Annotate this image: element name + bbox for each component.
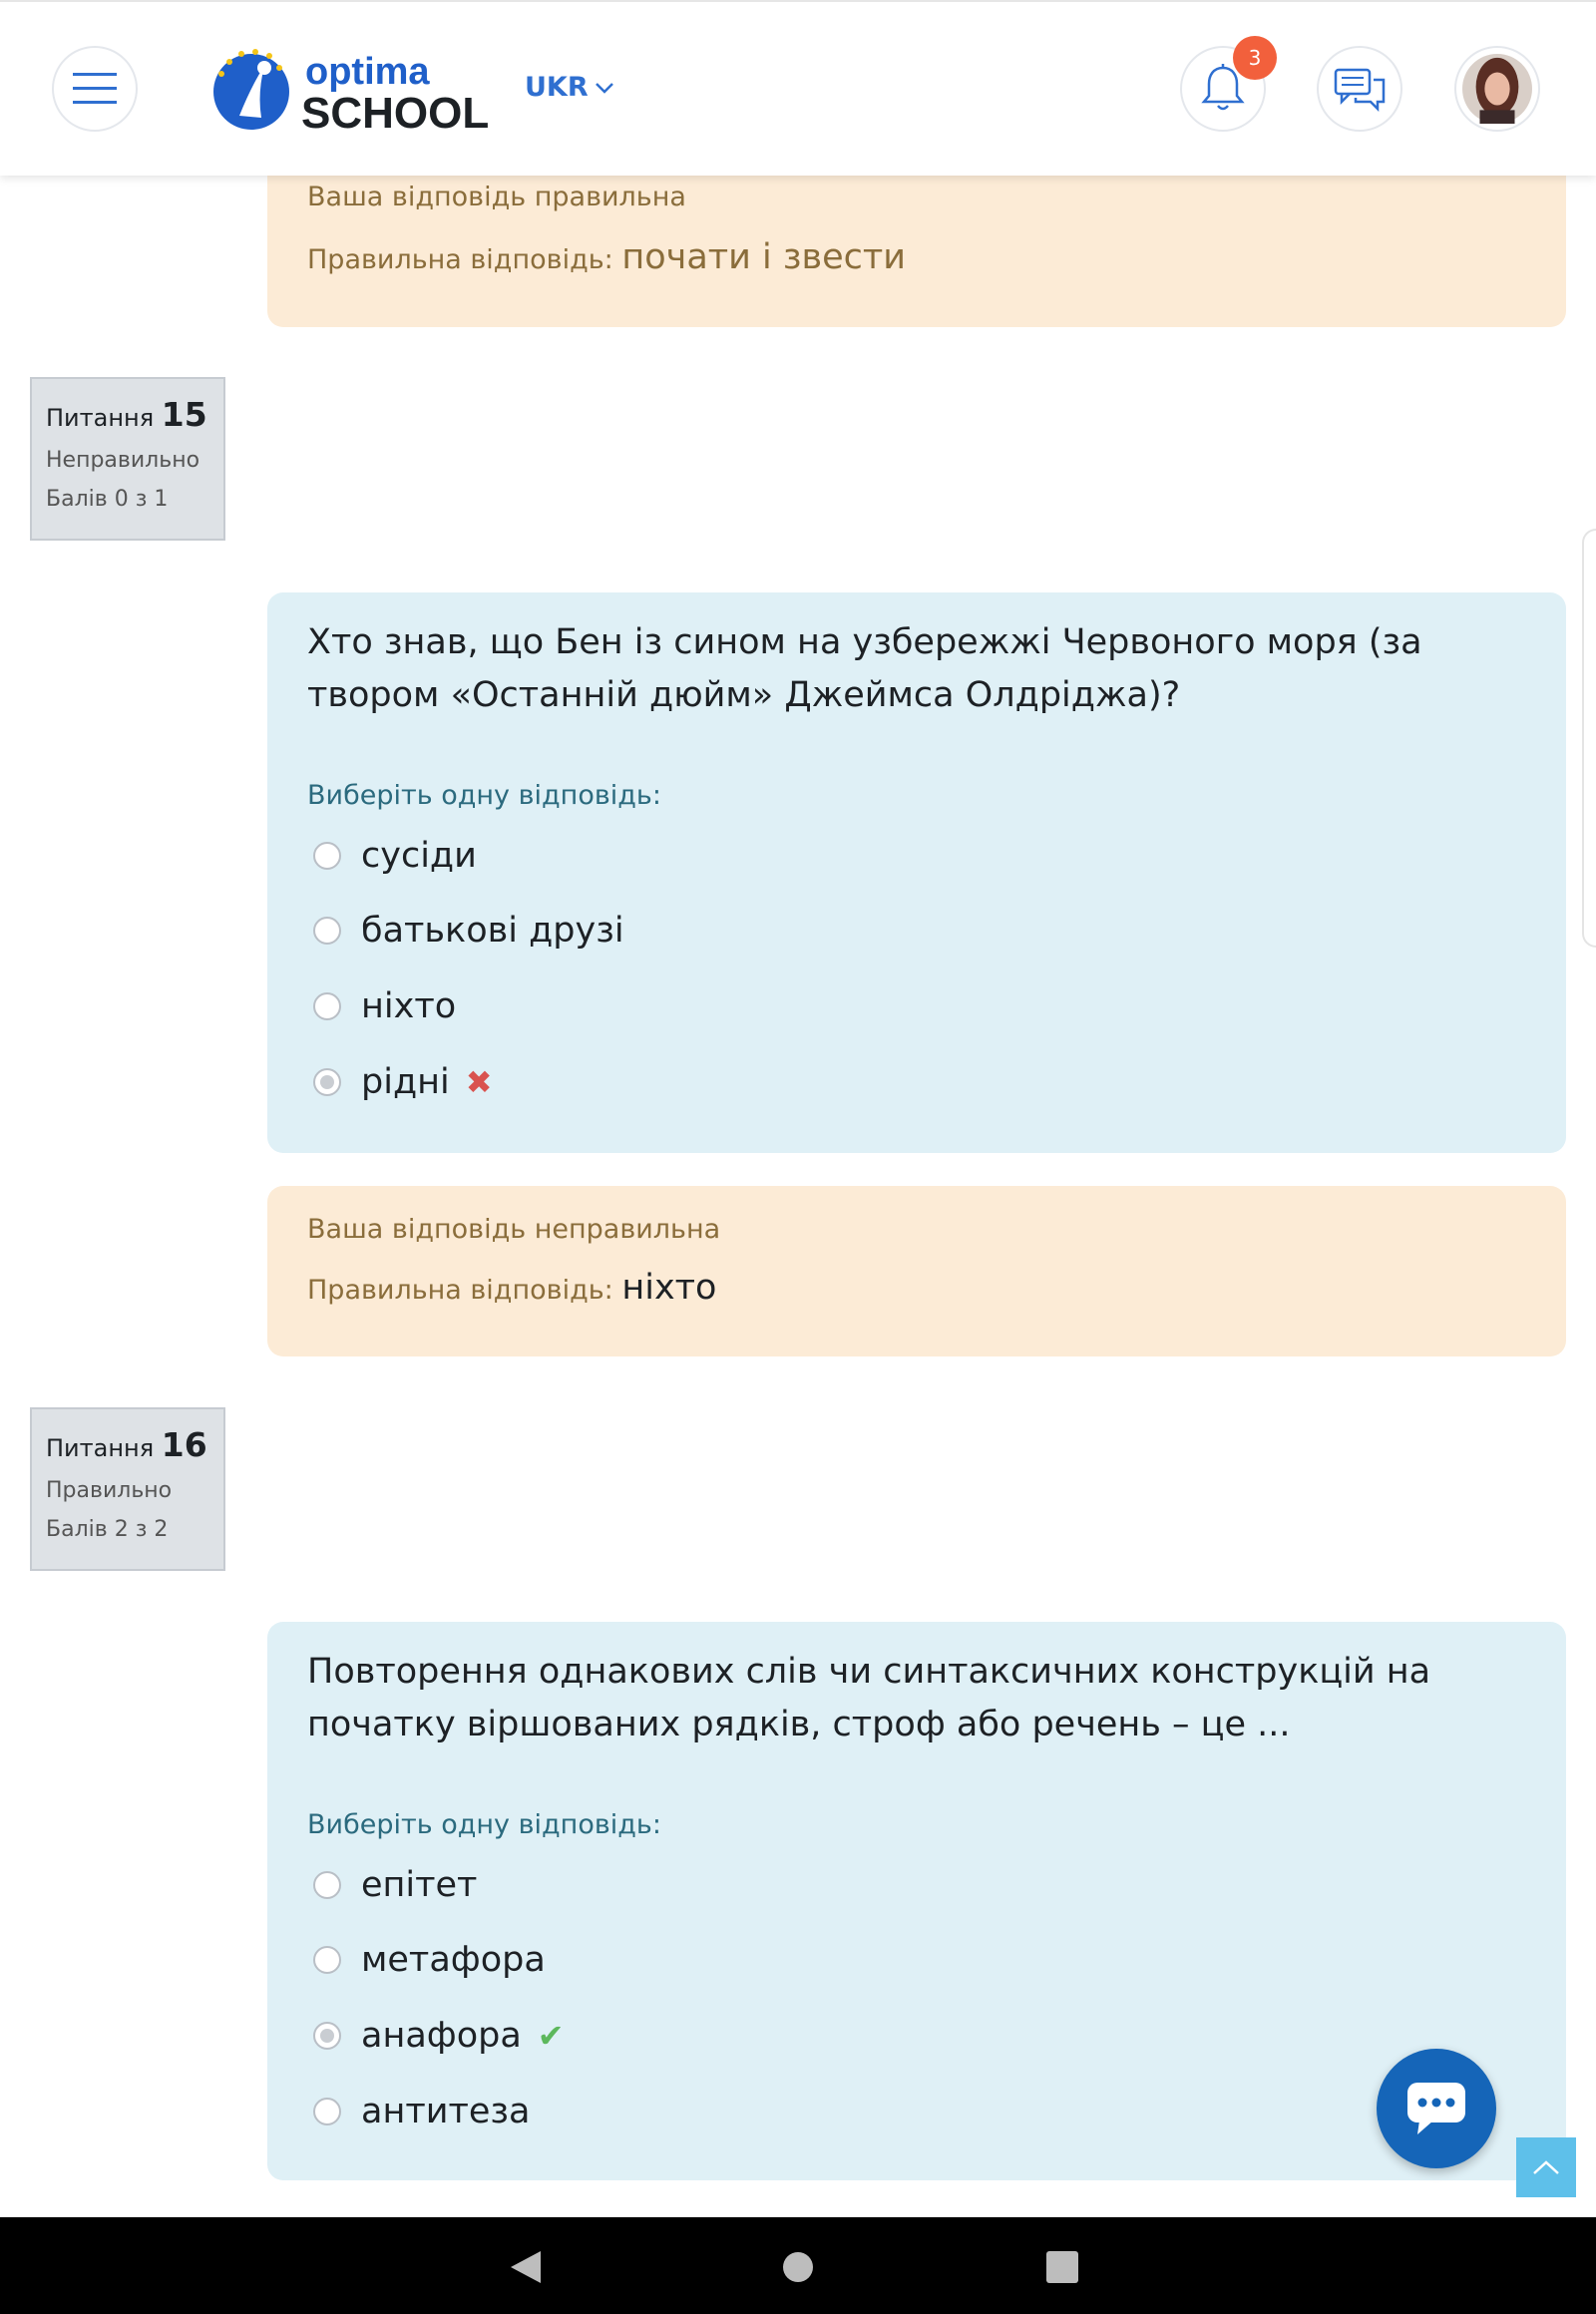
- question-info-16: [30, 1407, 225, 1571]
- question-state: Правильно: [46, 1478, 173, 1503]
- option-label: антитеза: [361, 2092, 531, 2131]
- question-text: Повторення однакових слів чи синтаксичних конструкцій на початку віршованих рядків, строф або речень – це ...: [307, 1652, 1431, 1744]
- option-label: рідні: [361, 1062, 450, 1102]
- language-label: UKR: [525, 72, 589, 103]
- answer-option[interactable]: [313, 826, 477, 886]
- chat-icon: [1334, 66, 1386, 112]
- option-label: сусіди: [361, 836, 477, 876]
- optima-school-logo[interactable]: [209, 46, 489, 134]
- question-info-15: [30, 377, 225, 541]
- answer-option[interactable]: [313, 901, 624, 961]
- radio-button[interactable]: [313, 1946, 341, 1974]
- chat-bubble-icon: [1405, 2081, 1467, 2136]
- question-text: Хто знав, що Бен із сином на узбережжі Червоного моря (за твором «Останній дюйм» Джеймса Олдріджа)?: [307, 622, 1422, 715]
- question-panel-15: [267, 592, 1566, 1153]
- correct-answer-line: [307, 1268, 716, 1308]
- radio-button[interactable]: [313, 1871, 341, 1899]
- radio-button[interactable]: [313, 917, 341, 945]
- correct-check-icon: ✔: [537, 2017, 565, 2055]
- answer-option-selected[interactable]: [313, 2006, 565, 2066]
- chevron-up-icon: [1531, 2158, 1561, 2176]
- answer-option-selected[interactable]: [313, 1052, 493, 1112]
- correct-answer-value: ніхто: [621, 1268, 717, 1308]
- question-number: Питання 15: [46, 395, 207, 434]
- messages-button[interactable]: [1317, 46, 1402, 132]
- back-icon[interactable]: [509, 2249, 543, 2285]
- question-score: Балів 2 з 2: [46, 1517, 169, 1542]
- recents-icon[interactable]: [1046, 2251, 1078, 2283]
- feedback-panel-15: [267, 1186, 1566, 1356]
- menu-icon: [73, 71, 117, 107]
- option-label: батькові друзі: [361, 911, 624, 951]
- top-header: [0, 0, 1596, 176]
- radio-button-checked[interactable]: [313, 1068, 341, 1096]
- svg-text:SCHOOL: SCHOOL: [301, 89, 489, 134]
- choose-prompt: Виберіть одну відповідь:: [307, 1809, 661, 1840]
- chevron-down-icon: [595, 81, 614, 95]
- previous-feedback-panel: [267, 150, 1566, 327]
- svg-text:optima: optima: [305, 51, 430, 93]
- question-panel-16: [267, 1622, 1566, 2180]
- option-label: метафора: [361, 1940, 546, 1980]
- user-avatar-button[interactable]: [1454, 46, 1540, 132]
- avatar: [1462, 53, 1532, 125]
- menu-button[interactable]: [52, 46, 138, 132]
- radio-button[interactable]: [313, 842, 341, 870]
- feedback-status: Ваша відповідь неправильна: [307, 1214, 721, 1245]
- feedback-status: Ваша відповідь правильна: [307, 182, 686, 212]
- correct-answer-line: [307, 237, 906, 277]
- language-selector[interactable]: [525, 72, 614, 103]
- correct-answer-label: Правильна відповідь:: [307, 1275, 613, 1306]
- option-label: ніхто: [361, 986, 457, 1026]
- home-icon[interactable]: [782, 2251, 814, 2283]
- system-navigation-bar: [0, 2217, 1596, 2314]
- question-state: Неправильно: [46, 448, 200, 473]
- support-chat-button[interactable]: [1377, 2049, 1496, 2168]
- scroll-to-top-button[interactable]: [1516, 2137, 1576, 2197]
- answer-option[interactable]: [313, 2082, 530, 2141]
- option-label: епітет: [361, 1865, 478, 1905]
- correct-answer-value: почати і звести: [621, 237, 907, 277]
- notification-count-badge: 3: [1233, 36, 1277, 80]
- correct-answer-label: Правильна відповідь:: [307, 244, 613, 275]
- side-drawer-handle[interactable]: [1582, 529, 1596, 948]
- incorrect-icon: ✖: [465, 1063, 493, 1101]
- option-label: анафора: [361, 2016, 522, 2056]
- answer-option[interactable]: [313, 976, 456, 1036]
- question-number: Питання 16: [46, 1425, 207, 1464]
- answer-option[interactable]: [313, 1930, 546, 1990]
- radio-button[interactable]: [313, 2098, 341, 2125]
- answer-option[interactable]: [313, 1855, 477, 1915]
- radio-button-checked[interactable]: [313, 2022, 341, 2050]
- choose-prompt: Виберіть одну відповідь:: [307, 780, 661, 811]
- question-score: Балів 0 з 1: [46, 487, 169, 512]
- radio-button[interactable]: [313, 992, 341, 1020]
